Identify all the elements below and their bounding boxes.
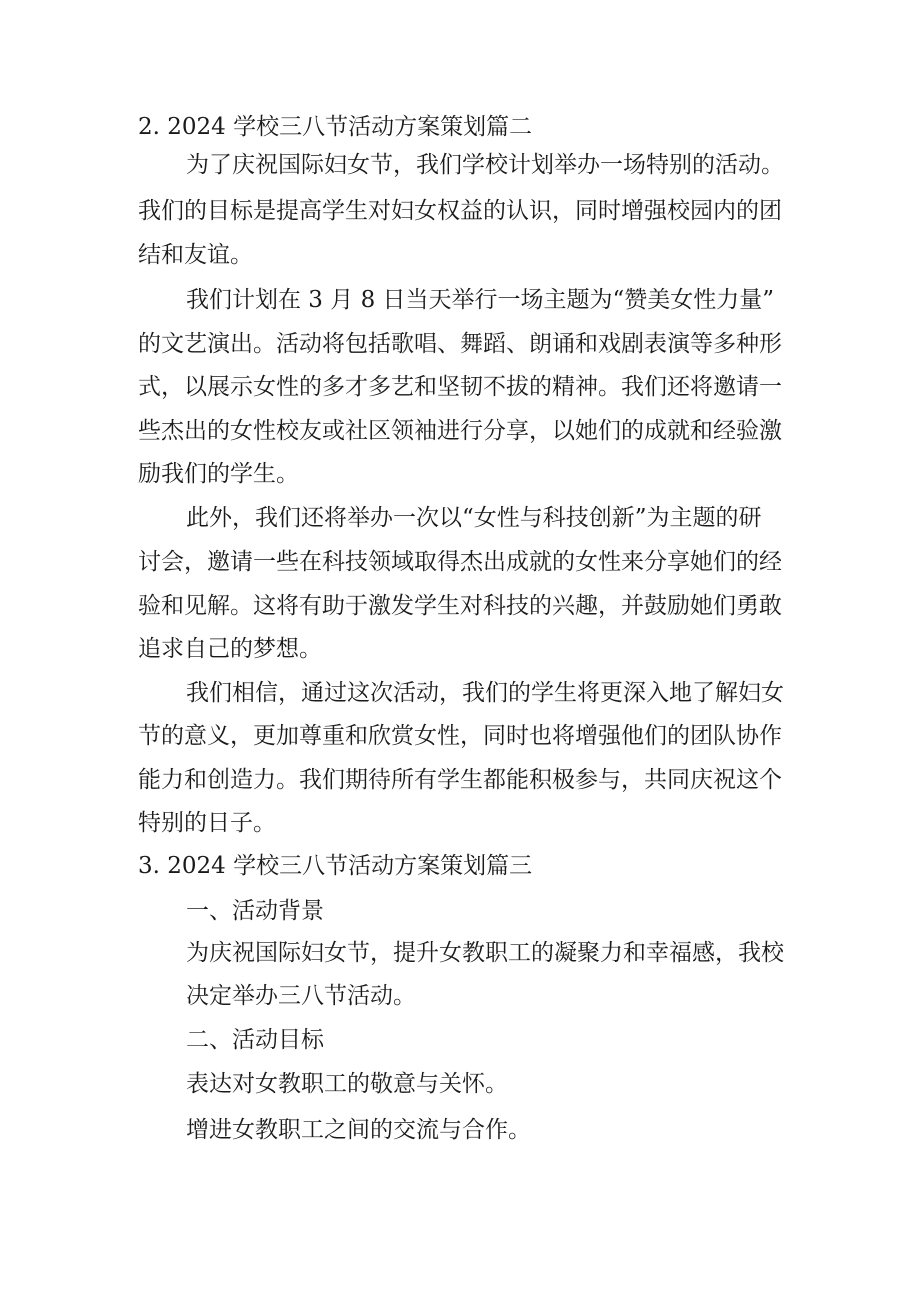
paragraph-line: 决定举办三八节活动。 [186, 983, 416, 1009]
paragraph-line: 励我们的学生。 [138, 461, 299, 487]
paragraph-line: 特别的日子。 [138, 810, 276, 836]
paragraph-line: 为了庆祝国际妇女节，我们学校计划举办一场特别的活动。 [186, 152, 784, 178]
paragraph-line: 我们计划在 3 月 8 日当天举行一场主题为“赞美女性力量” [186, 287, 775, 313]
paragraph-line: 节的意义，更加尊重和欣赏女性，同时也将增强他们的团队协作 [138, 723, 782, 749]
paragraph-line: 为庆祝国际妇女节，提升女教职工的凝聚力和幸福感，我校 [186, 940, 784, 966]
paragraph-line: 些杰出的女性校友或社区领袖进行分享，以她们的成就和经验激 [138, 418, 782, 444]
paragraph-line: 此外，我们还将举办一次以“女性与科技创新”为主题的研 [186, 505, 762, 531]
goal-item: 表达对女教职工的敬意与关怀。 [186, 1071, 508, 1097]
paragraph-line: 结和友谊。 [138, 242, 253, 268]
paragraph-line: 式，以展示女性的多才多艺和坚韧不拔的精神。我们还将邀请一 [138, 374, 782, 400]
paragraph-line: 的文艺演出。活动将包括歌唱、舞蹈、朗诵和戏剧表演等多种形 [138, 331, 782, 357]
paragraph-line: 我们相信，通过这次活动，我们的学生将更深入地了解妇女 [186, 680, 784, 706]
subheading-goals: 二、活动目标 [186, 1027, 324, 1053]
subheading-background: 一、活动背景 [186, 898, 324, 924]
paragraph-line: 讨会，邀请一些在科技领域取得杰出成就的女性来分享她们的经 [138, 549, 782, 575]
goal-item: 增进女教职工之间的交流与合作。 [186, 1117, 531, 1143]
paragraph-line: 追求自己的梦想。 [138, 636, 322, 662]
paragraph-line: 验和见解。这将有助于激发学生对科技的兴趣，并鼓励她们勇敢 [138, 593, 782, 619]
paragraph-line: 能力和创造力。我们期待所有学生都能积极参与，共同庆祝这个 [138, 767, 782, 793]
paragraph-line: 我们的目标是提高学生对妇女权益的认识，同时增强校园内的团 [138, 198, 782, 224]
section-3-heading: 3. 2024 学校三八节活动方案策划篇三 [138, 853, 533, 879]
section-2-heading: 2. 2024 学校三八节活动方案策划篇二 [138, 114, 533, 140]
